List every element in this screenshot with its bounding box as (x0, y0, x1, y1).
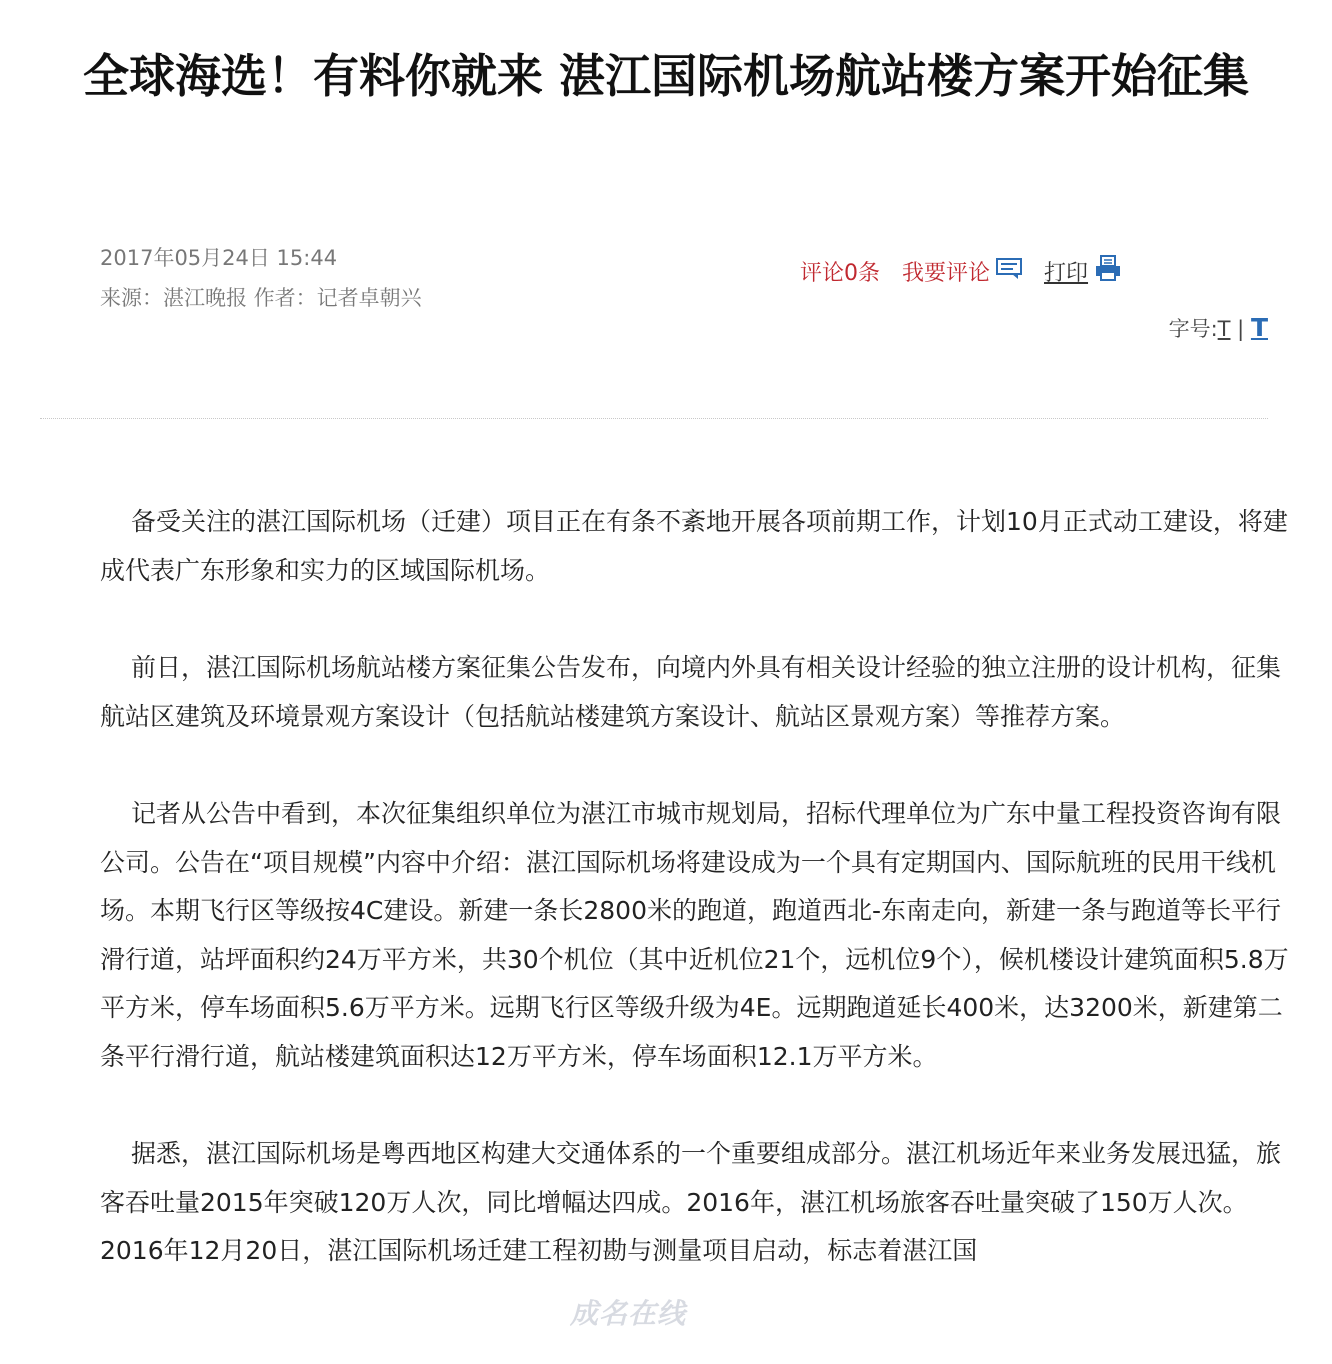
paragraph: 前日，湛江国际机场航站楼方案征集公告发布，向境内外具有相关设计经验的独立注册的设计机构，征集航站区建筑及环境景观方案设计（包括航站楼建筑方案设计、航站区景观方案）等推荐方案。 (100, 653, 1282, 731)
font-size-switcher (1169, 312, 1268, 345)
print-button[interactable] (1044, 254, 1122, 294)
font-size-small-button[interactable]: T (1217, 317, 1231, 341)
article-actions (800, 254, 1122, 294)
article-meta (100, 238, 422, 318)
font-size-label: 字号: (1168, 317, 1218, 341)
post-comment-button[interactable] (902, 256, 1022, 292)
printer-icon (1094, 254, 1122, 294)
source-author: 来源：湛江晚报 作者：记者卓朝兴 (100, 286, 422, 310)
print-label: 打印 (1044, 261, 1089, 286)
watermark: 成名在线 (570, 1297, 687, 1330)
publish-datetime: 2017年05月24日 15:44 (100, 246, 338, 270)
post-comment-label: 我要评论 (902, 261, 991, 286)
paragraph: 备受关注的湛江国际机场（迁建）项目正在有条不紊地开展各项前期工作，计划10月正式动工建设，将建成代表广东形象和实力的区域国际机场。 (100, 507, 1288, 585)
header-divider (40, 418, 1268, 419)
paragraph: 记者从公告中看到，本次征集组织单位为湛江市城市规划局，招标代理单位为广东中量工程投资咨询有限公司。公告在“项目规模”内容中介绍：湛江国际机场将建设成为一个具有定期国内、国际航班的民用干线机场。本期飞行区等级按4C建设。新建一条长2800米的跑道，跑道西北-东南走向，新建一条与跑道等长平行滑行道，站坪面积约24万平方米，共30个机位（其中近机位21个，远机位9个），候机楼设计建筑面积5.8万平方米，停车场面积5.6万平方米。远期飞行区等级升级为4E。远期跑道延长400米，达3200米，新建第二条平行滑行道，航站楼建筑面积达12万平方米，停车场面积12.1万平方米。 (100, 799, 1289, 1071)
font-size-large-button[interactable]: T (1250, 313, 1268, 342)
article-body (100, 498, 1300, 1325)
font-size-separator: | (1237, 317, 1245, 341)
paragraph: 据悉，湛江国际机场是粤西地区构建大交通体系的一个重要组成部分。湛江机场近年来业务发展迅猛，旅客吞吐量2015年突破120万人次，同比增幅达四成。2016年，湛江机场旅客吞吐量突破了150万人次。2016年12月20日，湛江国际机场迁建工程初勘与测量项目启动，标志着湛江国 (100, 1139, 1282, 1265)
comment-icon (996, 256, 1022, 292)
article-title: 全球海选！有料你就来 湛江国际机场航站楼方案开始征集 (82, 49, 1249, 103)
comment-count-link[interactable]: 评论0条 (800, 261, 880, 286)
